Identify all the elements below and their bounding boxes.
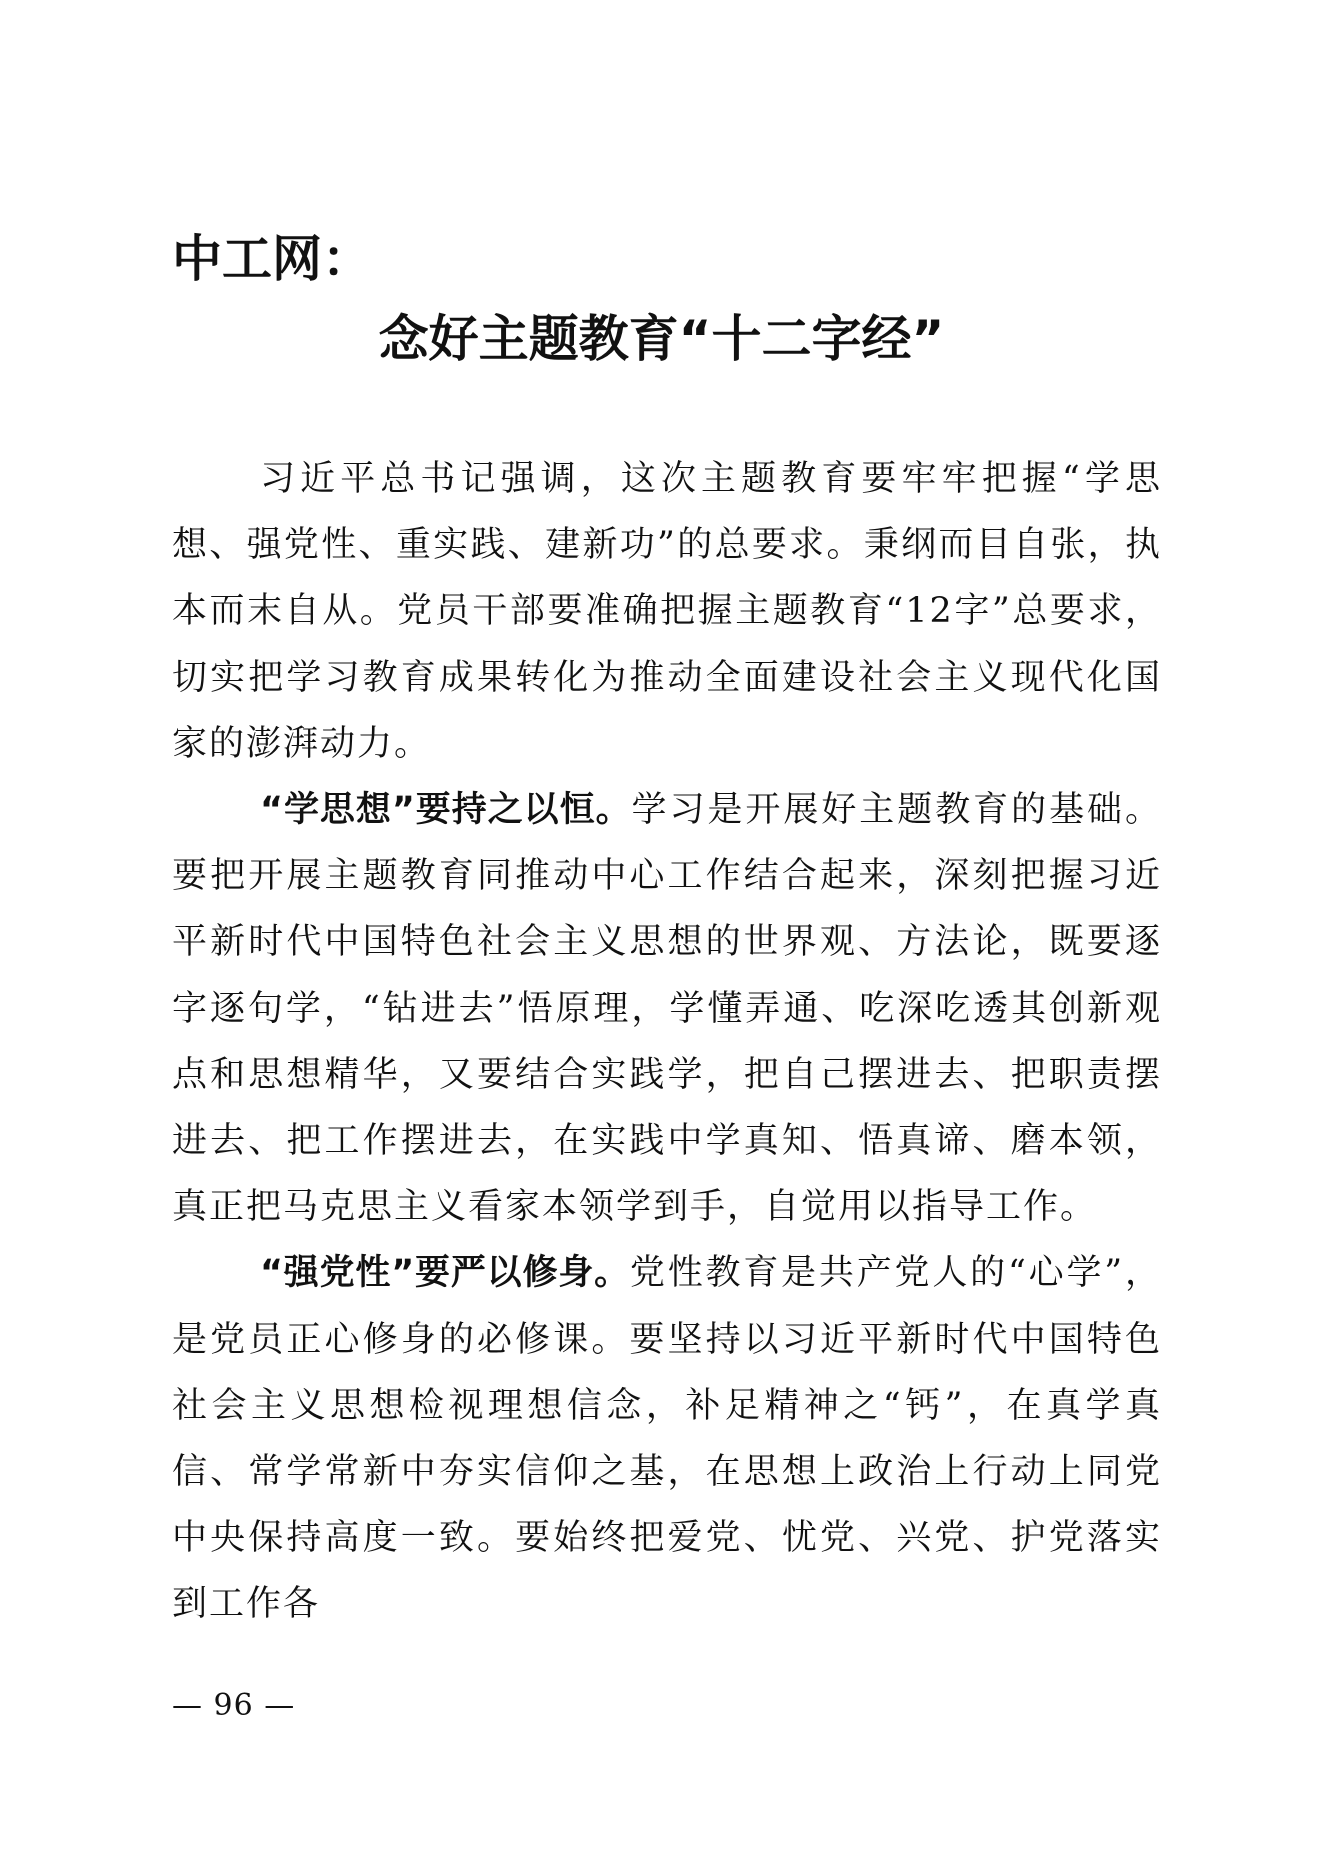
page-number: — 96 — <box>172 1688 296 1723</box>
paragraph-2 <box>172 777 1162 1240</box>
paragraph-1 <box>172 446 1162 777</box>
paragraph-2-lead: “学思想”要持之以恒。 <box>260 790 632 831</box>
paragraph-3-text: 党性教育是共产党人的“心学”，是党员正心修身的必修课。要坚持以习近平新时代中国特色社会主义思想检视理想信念，补足精神之“钙”，在真学真信、常学常新中夯实信仰之基，在思想上政治上行动上同党中央保持高度一致。要始终把爱党、忧党、兴党、护党落实到工作各 <box>172 1253 1162 1625</box>
source-heading: 中工网： <box>172 230 372 288</box>
paragraph-3-lead: “强党性”要严以修身。 <box>260 1253 630 1294</box>
paragraph-2-text: 学习是开展好主题教育的基础。要把开展主题教育同推动中心工作结合起来，深刻把握习近平新时代中国特色社会主义思想的世界观、方法论，既要逐字逐句学，“钻进去”悟原理，学懂弄通、吃深吃透其创新观点和思想精华，又要结合实践学，把自己摆进去、把职责摆进去、把工作摆进去，在实践中学真知、悟真谛、磨本领，真正把马克思主义看家本领学到手，自觉用以指导工作。 <box>172 790 1162 1228</box>
paragraph-1-text: 习近平总书记强调，这次主题教育要牢牢把握“学思想、强党性、重实践、建新功”的总要求。秉纲而目自张，执本而末自从。党员干部要准确把握主题教育“12字”总要求，切实把学习教育成果转化为推动全面建设社会主义现代化国家的澎湃动力。 <box>172 459 1162 764</box>
paragraph-3 <box>172 1240 1162 1637</box>
article-body <box>172 446 1162 1638</box>
article-title: 念好主题教育“十二字经” <box>378 310 945 368</box>
